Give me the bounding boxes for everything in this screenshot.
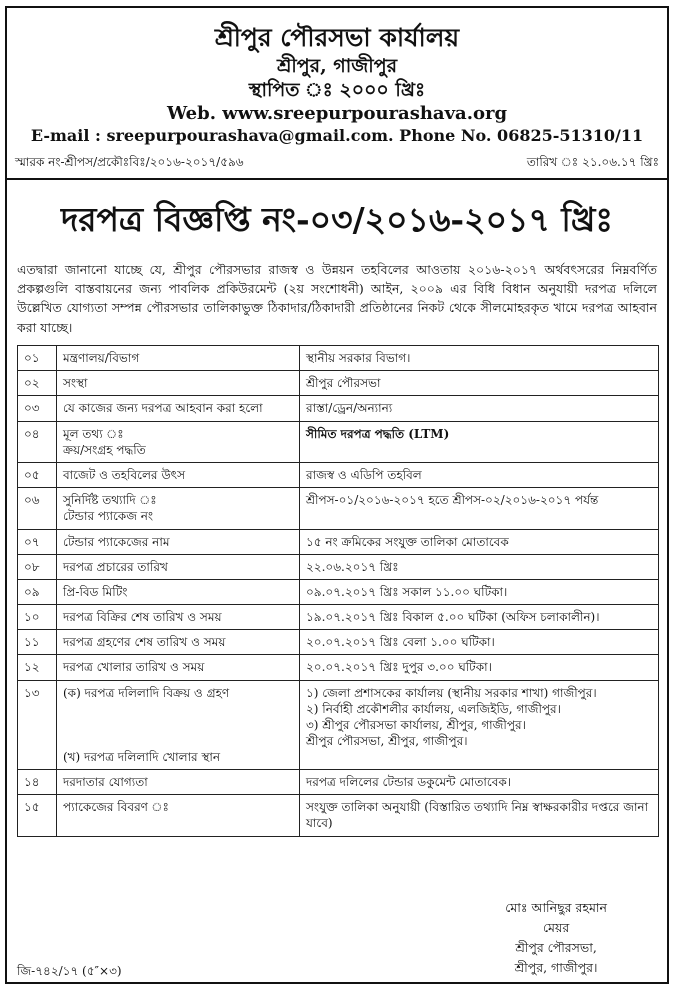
intro-paragraph: এতদ্বারা জানানো যাচ্ছে যে, শ্রীপুর পৌরসভার রাজস্ব ও উন্নয়ন তহবিলের আওতায় ২০১৬-২০১৭ অর্থবৎসরের নিম্নবর্ণিত প্রকল্পগুলি বাস্তবায়নের জন্য পাবলিক প্রকিউরমেন্ট (২য় সংশোধনী) আইন, ২০০৯ এর বিধি বিধান অনুযায়ী দরপত্র দলিলে উল্লেখিত যোগ্যতা সম্পন্ন পৌরসভার তালিকাভুক্ত ঠিকাদার/ঠিকাদারী প্রতিষ্ঠানের নিকট থেকে সীলমোহরকৃত খামে দরপত্র আহবান করা যাচ্ছে। [17, 261, 657, 335]
table-row [18, 579, 659, 604]
row-value: ২২.০৬.২০১৭ খ্রিঃ [300, 554, 659, 579]
row-value: ০৯.০৭.২০১৭ খ্রিঃ সকাল ১১.০০ ঘটিকা। [300, 579, 659, 604]
row-number: ১৩ [18, 680, 57, 769]
table-row [18, 680, 659, 769]
table-row [18, 795, 659, 836]
row-label-main: মূল তথ্য ঃ [63, 426, 124, 441]
table-row [18, 770, 659, 795]
table-row [18, 421, 659, 462]
row-label: বাজেট ও তহবিলের উৎস [57, 462, 300, 487]
row-value: রাজস্ব ও এডিপি তহবিল [300, 462, 659, 487]
row-number: ০৪ [18, 421, 57, 462]
row-label-main: সুনির্দিষ্ট তথ্যাদি ঃ [63, 493, 157, 508]
row-number: ১০ [18, 605, 57, 630]
row-label: দরদাতার যোগ্যতা [57, 770, 300, 795]
row-label [57, 488, 300, 529]
row-value: ১৯.০৭.২০১৭ খ্রিঃ বিকাল ৫.০০ ঘটিকা (অফিস চলাকালীন)। [300, 605, 659, 630]
row-value: দরপত্র দলিলের টেন্ডার ডকুমেন্ট মোতাবেক। [300, 770, 659, 795]
row-number: ০৫ [18, 462, 57, 487]
table-row [18, 396, 659, 421]
row-value: স্থানীয় সরকার বিভাগ। [300, 346, 659, 371]
signatory-title: মেয়র [542, 920, 570, 935]
row-value: শ্রীপুর পৌরসভা [300, 371, 659, 396]
row-number: ০৯ [18, 579, 57, 604]
established-year: স্থাপিত ঃ ২০০০ খ্রিঃ [248, 78, 426, 101]
row-value: ২০.০৭.২০১৭ খ্রিঃ বেলা ১.০০ ঘটিকা। [300, 630, 659, 655]
contact-line: E-mail : sreepurpourashava@gmail.com. Phone No. 06825-51310/11 [30, 126, 644, 146]
row-label: প্যাকেজের বিবরণ ঃ [57, 795, 300, 836]
row-number: ০৮ [18, 554, 57, 579]
row-value [300, 680, 659, 769]
signature-block [505, 898, 607, 978]
row-number: ১৫ [18, 795, 57, 836]
row-value: ২০.০৭.২০১৭ খ্রিঃ দুপুর ৩.০০ ঘটিকা। [300, 655, 659, 680]
opening-location: শ্রীপুর পৌরসভা, শ্রীপুর, গাজীপুর। [306, 734, 468, 749]
signatory-place: শ্রীপুর, গাজীপুর। [514, 960, 598, 975]
table-row [18, 605, 659, 630]
website-line: Web. www.sreepurpourashava.org [166, 103, 508, 125]
row-number: ০৬ [18, 488, 57, 529]
organization-name: শ্রীপুর পৌরসভা কার্যালয় [214, 23, 460, 52]
row-label-main: (ক) দরপত্র দলিলাদি বিক্রয় ও গ্রহণ [63, 685, 230, 700]
row-number: ১২ [18, 655, 57, 680]
row-value: শ্রীপস-০১/২০১৬-২০১৭ হতে শ্রীপস-০২/২০১৬-২০১৭ পর্যন্ত [300, 488, 659, 529]
row-label-sub: ক্রয়/সংগ্রহ পদ্ধতি [63, 442, 146, 457]
sale-location-2: ২) নির্বাহী প্রকৌশলীর কার্যালয়, এলজিইডি, গাজীপুর। [306, 701, 561, 716]
row-value: সংযুক্ত তালিকা অনুযায়ী (বিস্তারিত তথ্যাদি নিম্ন স্বাক্ষরকারীর দপ্তরে জানা যাবে) [300, 795, 659, 836]
row-label-sub: (খ) দরপত্র দলিলাদি খোলার স্থান [63, 749, 221, 764]
row-value [300, 421, 659, 462]
table-row [18, 462, 659, 487]
notice-title: দরপত্র বিজ্ঞপ্তি নং-০৩/২০১৬-২০১৭ খ্রিঃ [61, 199, 613, 239]
row-label: দরপত্র খোলার তারিখ ও সময় [57, 655, 300, 680]
row-number: ১৪ [18, 770, 57, 795]
row-label-sub: টেন্ডার প্যাকেজ নং [63, 509, 154, 524]
row-label: মন্ত্রণালয়/বিভাগ [57, 346, 300, 371]
row-label: প্রি-বিড মিটিং [57, 579, 300, 604]
signatory-name: মোঃ আনিছুর রহমান [505, 900, 607, 915]
memo-date: তারিখ ঃ ২১.০৬.১৭ খ্রিঃ [526, 154, 659, 169]
notice-frame [5, 6, 669, 984]
reference-line [7, 150, 667, 180]
table-row [18, 529, 659, 554]
row-number: ০৭ [18, 529, 57, 554]
row-label: দরপত্র বিক্রির শেষ তারিখ ও সময় [57, 605, 300, 630]
row-label: দরপত্র গ্রহণের শেষ তারিখ ও সময় [57, 630, 300, 655]
row-label: দরপত্র প্রচারের তারিখ [57, 554, 300, 579]
row-number: ০২ [18, 371, 57, 396]
memo-number: স্মারক নং-শ্রীপস/প্রকৌঃবিঃ/২০১৬-২০১৭/৫৯৬ [15, 154, 244, 169]
procurement-method: সীমিত দরপত্র পদ্ধতি (LTM) [306, 426, 450, 441]
sale-location-3: ৩) শ্রীপুর পৌরসভা কার্যালয়, শ্রীপুর, গাজীপুর। [306, 718, 526, 733]
table-row [18, 346, 659, 371]
sale-location-1: ১) জেলা প্রশাসকের কার্যালয় (স্থানীয় সরকার শাখা) গাজীপুর। [306, 685, 597, 700]
tender-details-table [17, 345, 659, 837]
row-label: যে কাজের জন্য দরপত্র আহবান করা হলো [57, 396, 300, 421]
row-label: সংস্থা [57, 371, 300, 396]
signatory-office: শ্রীপুর পৌরসভা, [515, 940, 597, 955]
table-row [18, 488, 659, 529]
row-label: টেন্ডার প্যাকেজের নাম [57, 529, 300, 554]
row-value: রাস্তা/ড্রেন/অন্যান্য [300, 396, 659, 421]
table-row [18, 554, 659, 579]
publication-code: জি-৭৪২/১৭ (৫″×৩) [17, 964, 122, 978]
row-label [57, 421, 300, 462]
label-spacer [63, 701, 293, 749]
letterhead [7, 24, 667, 146]
table-row [18, 655, 659, 680]
row-label [57, 680, 300, 769]
row-number: ১১ [18, 630, 57, 655]
row-value: ১৫ নং ক্রমিকের সংযুক্ত তালিকা মোতাবেক [300, 529, 659, 554]
table-row [18, 630, 659, 655]
organization-location: শ্রীপুর, গাজীপুর [276, 54, 398, 77]
row-number: ০৩ [18, 396, 57, 421]
table-row [18, 371, 659, 396]
row-number: ০১ [18, 346, 57, 371]
